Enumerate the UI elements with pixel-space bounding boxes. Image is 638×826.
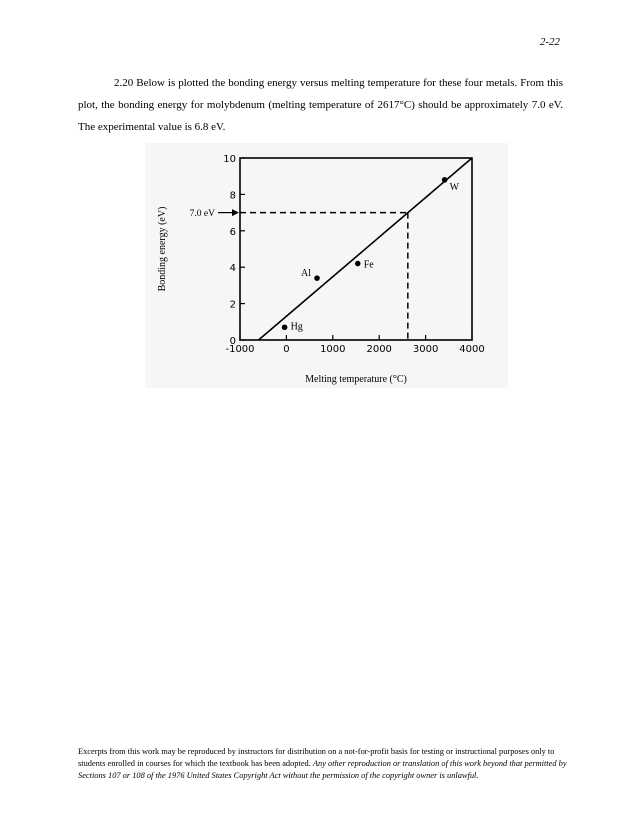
data-point-al xyxy=(314,275,320,281)
x-tick-label: 0 xyxy=(283,344,290,355)
data-point-w xyxy=(442,177,448,183)
point-label-al: Al xyxy=(301,268,312,280)
point-label-hg: Hg xyxy=(290,321,303,333)
bonding-energy-chart xyxy=(145,143,508,388)
point-label-w: W xyxy=(449,181,460,193)
data-point-fe xyxy=(355,261,361,267)
x-axis-label: Melting temperature (°C) xyxy=(305,374,407,385)
chart-figure xyxy=(145,143,508,388)
x-tick-label: 3000 xyxy=(412,344,439,355)
annotation-label: 7.0 eV xyxy=(189,209,215,220)
y-tick-label: 0 xyxy=(229,336,236,347)
problem-number: 2.20 xyxy=(114,77,134,89)
y-tick-label: 4 xyxy=(229,263,236,275)
y-tick-label: 10 xyxy=(223,154,236,165)
x-tick-label: 4000 xyxy=(459,344,485,355)
point-label-fe: Fe xyxy=(363,259,374,271)
problem-body: Below is plotted the bonding energy versus melting temperature for these four metals. From this plot, the bonding energy for molybdenum (melting temperature of 2617°C) should be approximately 7.0 eV. The experimental value is 6.8 eV. xyxy=(78,77,563,133)
fit-line xyxy=(259,158,472,340)
annotation-arrow-head xyxy=(232,209,239,216)
x-tick-label: 2000 xyxy=(366,344,392,355)
x-tick-label: 1000 xyxy=(320,344,346,355)
plot-frame xyxy=(240,158,472,340)
y-tick-label: 2 xyxy=(229,299,236,311)
y-tick-label: 8 xyxy=(229,190,236,202)
y-axis-label: Bonding energy (eV) xyxy=(157,206,168,292)
problem-text xyxy=(78,72,563,138)
footer-copyright xyxy=(78,746,568,782)
footer-italic-text: Any other reproduction or translation of this work beyond that permitted by Sections 107 or 108 of the 1976 United States Copyright Act without the permission of the copyright owner is unlawful. xyxy=(78,759,567,780)
y-tick-label: 6 xyxy=(229,226,236,238)
x-tick-label: -1000 xyxy=(225,344,255,355)
data-point-hg xyxy=(282,324,288,330)
footer-text: Excerpts from this work may be reproduced by instructors for distribution on a not-for-profit basis for testing or instructional purposes only to students enrolled in courses for which the textbook has been adopted. xyxy=(78,747,555,768)
page-number: 2-22 xyxy=(539,36,560,48)
